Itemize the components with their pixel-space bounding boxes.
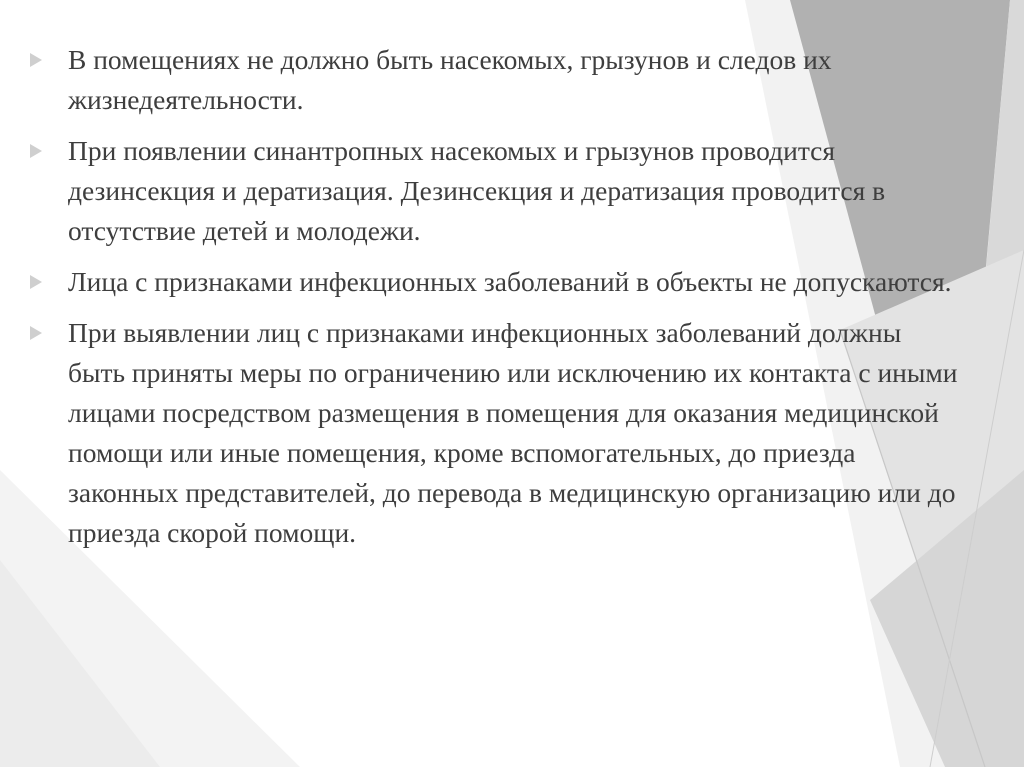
bullet-item	[30, 262, 960, 302]
bullet-item	[30, 131, 960, 251]
bullet-text: Лица с признаками инфекционных заболеваний в объекты не допускаются.	[68, 266, 952, 297]
bullet-item	[30, 40, 960, 120]
triangle-right-icon	[30, 275, 42, 289]
bullet-text: В помещениях не должно быть насекомых, грызунов и следов их жизнедеятельности.	[68, 44, 832, 115]
triangle-right-icon	[30, 326, 42, 340]
triangle-right-icon	[30, 144, 42, 158]
bullet-list	[30, 40, 960, 553]
bullet-text: При появлении синантропных насекомых и грызунов проводится дезинсекция и дератизация. Дезинсекция и дератизация проводится в отсутствие детей и молодежи.	[68, 135, 886, 246]
bullet-text: При выявлении лиц с признаками инфекционных заболеваний должны быть приняты меры по ограничению или исключению их контакта с иными лицами посредством размещения в помещения для оказания медицинской помощи или иные помещения, кроме вспомогательных, до приезда законных представителей, до перевода в медицинскую организацию или до приезда скорой помощи.	[68, 317, 958, 548]
bullet-item	[30, 313, 960, 553]
triangle-right-icon	[30, 53, 42, 67]
slide-content	[30, 40, 960, 564]
